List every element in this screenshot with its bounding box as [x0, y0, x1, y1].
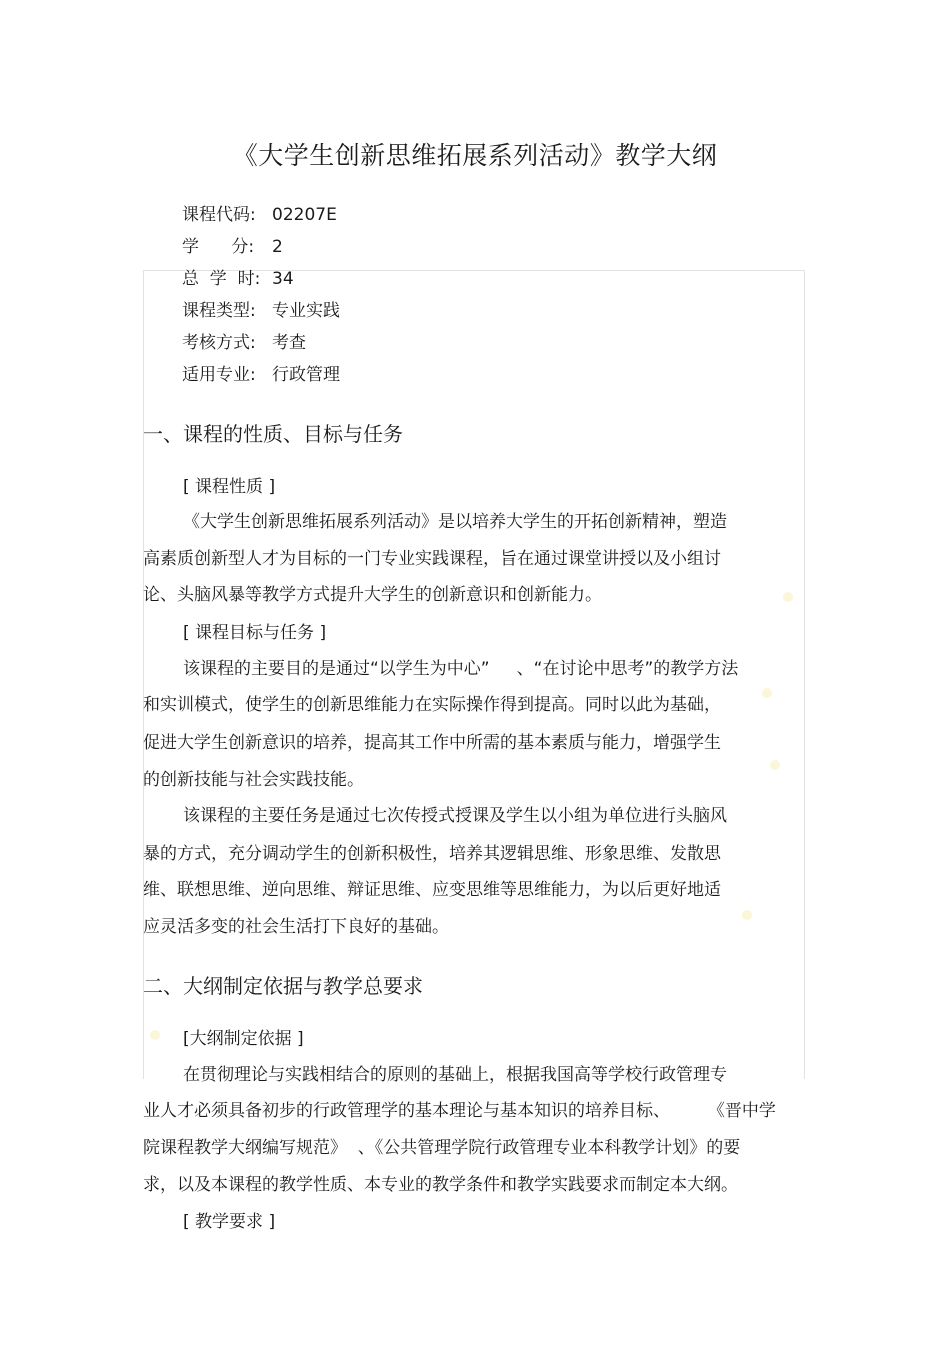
paragraph-line: 暴的方式，充分调动学生的创新积极性，培养其逻辑思维、形象思维、发散思	[143, 844, 721, 864]
paragraph-line: 业人才必须具备初步的行政管理学的基本理论与基本知识的培养目标、 《晋中学	[143, 1101, 776, 1121]
paragraph-line: 的创新技能与社会实践技能。	[143, 770, 364, 790]
meta-label: 总 学 时:	[182, 269, 261, 289]
decor-dot	[770, 760, 780, 770]
decor-dot	[150, 1030, 160, 1040]
paragraph-line: 高素质创新型人才为目标的一门专业实践课程，旨在通过课堂讲授以及小组讨	[143, 549, 721, 569]
section-heading-2: 二、大纲制定依据与教学总要求	[143, 974, 423, 998]
paragraph-line: 促进大学生创新意识的培养，提高其工作中所需的基本素质与能力，增强学生	[143, 733, 721, 753]
meta-value: 02207E	[272, 205, 337, 225]
meta-label: 适用专业:	[182, 365, 256, 385]
meta-row-major	[182, 360, 340, 385]
meta-value: 专业实践	[272, 301, 340, 321]
meta-value: 考查	[272, 333, 306, 353]
meta-row-hours	[182, 264, 294, 289]
document-title: 《大学生创新思维拓展系列活动》教学大纲	[232, 141, 718, 170]
meta-value: 行政管理	[272, 365, 340, 385]
meta-row-course-type	[182, 296, 340, 321]
paragraph-line: 在贯彻理论与实践相结合的原则的基础上，根据我国高等学校行政管理专	[183, 1065, 727, 1085]
meta-row-credits	[182, 232, 283, 257]
meta-label: 课程类型:	[182, 301, 256, 321]
paragraph-line: 和实训模式，使学生的创新思维能力在实际操作得到提高。同时以此为基础，	[143, 695, 721, 715]
meta-label: 课程代码:	[182, 205, 256, 225]
subsection-tag-goals: [ 课程目标与任务 ]	[183, 623, 327, 643]
section-heading-1: 一、课程的性质、目标与任务	[143, 422, 403, 446]
subsection-tag-basis: [大纲制定依据 ]	[183, 1029, 304, 1049]
subsection-tag-requirements: [ 教学要求 ]	[183, 1212, 276, 1232]
decor-dot	[762, 688, 772, 698]
paragraph-line: 论、头脑风暴等教学方式提升大学生的创新意识和创新能力。	[143, 585, 602, 605]
meta-label: 学 分:	[182, 237, 255, 257]
paragraph-line: 该课程的主要目的是通过“以学生为中心” 、“在讨论中思考”的教学方法	[183, 659, 739, 679]
meta-row-course-code	[182, 200, 337, 225]
meta-value: 2	[272, 237, 283, 257]
paragraph-line: 维、联想思维、逆向思维、辩证思维、应变思维等思维能力，为以后更好地适	[143, 880, 721, 900]
decor-dot	[783, 592, 793, 602]
paragraph-line: 院课程教学大纲编写规范》 、《公共管理学院行政管理专业本科教学计划》的要	[143, 1138, 741, 1158]
paragraph-line: 该课程的主要任务是通过七次传授式授课及学生以小组为单位进行头脑风	[183, 806, 727, 826]
subsection-tag-nature: [ 课程性质 ]	[183, 477, 276, 497]
paragraph-line: 求，以及本课程的教学性质、本专业的教学条件和教学实践要求而制定本大纲。	[143, 1175, 738, 1195]
decor-dot	[742, 910, 752, 920]
paragraph-line: 应灵活多变的社会生活打下良好的基础。	[143, 917, 449, 937]
meta-label: 考核方式:	[182, 333, 256, 353]
meta-value: 34	[272, 269, 294, 289]
meta-row-assessment	[182, 328, 306, 353]
paragraph-line: 《大学生创新思维拓展系列活动》是以培养大学生的开拓创新精神，塑造	[183, 512, 727, 532]
